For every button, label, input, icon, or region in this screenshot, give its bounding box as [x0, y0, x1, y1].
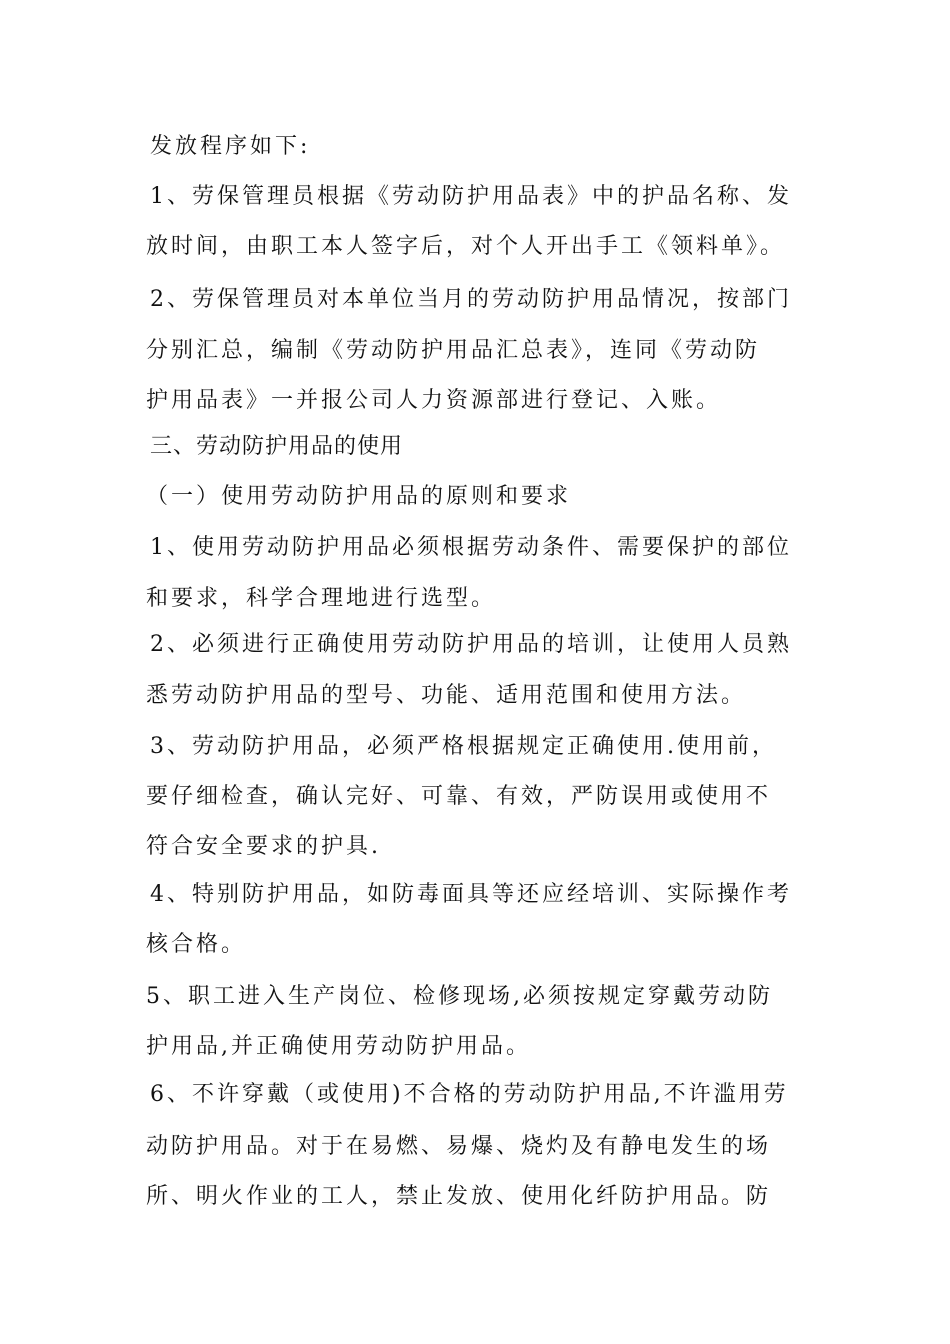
text-line: 护用品,并正确使用劳动防护用品。 [146, 1034, 531, 1059]
text-line: 动防护用品。对于在易燃、易爆、烧灼及有静电发生的场 [146, 1134, 772, 1159]
text-line: 符合安全要求的护具. [146, 834, 381, 859]
section-heading: 三、劳动防护用品的使用 [150, 434, 404, 459]
text-line: 悉劳动防护用品的型号、功能、适用范围和使用方法。 [146, 683, 747, 708]
text-line: 核合格。 [146, 932, 247, 957]
text-line: 和要求，科学合理地进行选型。 [146, 586, 497, 611]
text-line: 放时间，由职工本人签字后，对个人开出手工《领料单》。 [146, 234, 786, 259]
text-line: 3、劳动防护用品，必须严格根据规定正确使用.使用前， [150, 734, 777, 759]
text-line: 分别汇总，编制《劳动防护用品汇总表》，连同《劳动防 [146, 338, 761, 363]
text-line: 发放程序如下: [150, 134, 311, 159]
text-line: 6、不许穿戴（或使用)不合格的劳动防护用品,不许滥用劳 [150, 1082, 789, 1107]
subsection-heading: （一）使用劳动防护用品的原则和要求 [146, 484, 572, 509]
text-line: 护用品表》一并报公司人力资源部进行登记、入账。 [146, 388, 722, 413]
text-line: 2、必须进行正确使用劳动防护用品的培训，让使用人员熟 [150, 632, 792, 657]
text-line: 4、特别防护用品，如防毒面具等还应经培训、实际操作考 [150, 882, 792, 907]
text-line: 1、使用劳动防护用品必须根据劳动条件、需要保护的部位 [150, 535, 792, 560]
text-line: 2、劳保管理员对本单位当月的劳动防护用品情况，按部门 [150, 287, 792, 312]
text-line: 要仔细检查，确认完好、可靠、有效，严防误用或使用不 [146, 784, 772, 809]
text-line: 所、明火作业的工人，禁止发放、使用化纤防护用品。防 [146, 1184, 772, 1209]
text-line: 1、劳保管理员根据《劳动防护用品表》中的护品名称、发 [150, 184, 792, 209]
text-line: 5、职工进入生产岗位、检修现场,必须按规定穿戴劳动防 [146, 984, 773, 1009]
